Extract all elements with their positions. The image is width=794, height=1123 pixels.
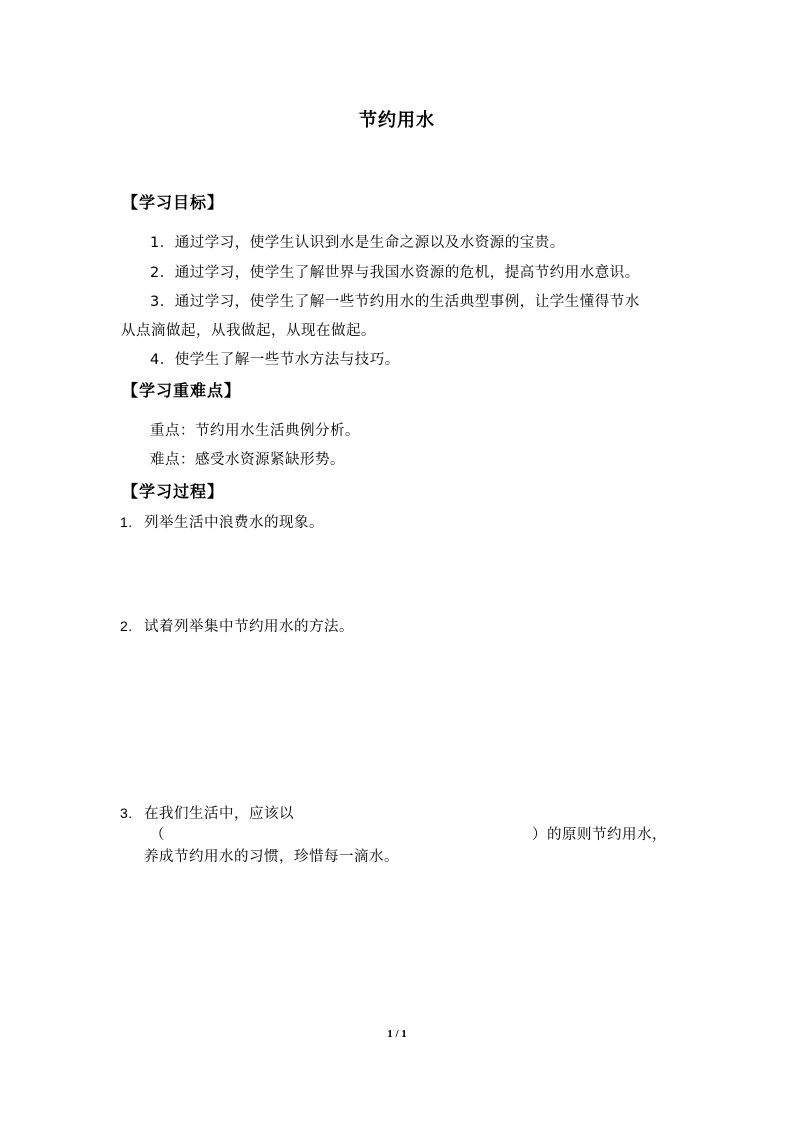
process-heading: 【学习过程】 bbox=[122, 482, 225, 501]
objective-item-2: 2．通过学习，使学生了解世界与我国水资源的危机，提高节约用水意识。 bbox=[150, 265, 640, 281]
question-3-close-paren-text: ）的原则节约用水， bbox=[532, 827, 667, 843]
question-3-open-paren: （ bbox=[150, 827, 165, 843]
question-2-number: 2. bbox=[120, 618, 133, 634]
objective-item-1: 1．通过学习，使学生认识到水是生命之源以及水资源的宝贵。 bbox=[150, 235, 565, 251]
question-3-number: 3. bbox=[120, 805, 133, 821]
objective-item-3: 3．通过学习，使学生了解一些节约用水的生活典型事例，让学生懂得节水 bbox=[150, 294, 640, 310]
question-1 bbox=[120, 511, 324, 532]
document-title: 节约用水 bbox=[359, 110, 435, 131]
objective-item-3-continued: 从点滴做起，从我做起，从现在做起。 bbox=[121, 323, 376, 339]
page-number: 1 / 1 bbox=[387, 1028, 407, 1040]
question-2 bbox=[120, 615, 354, 636]
question-2-text: 试着列举集中节约用水的方法。 bbox=[144, 619, 354, 635]
question-3 bbox=[120, 802, 294, 823]
objectives-heading: 【学习目标】 bbox=[122, 193, 225, 212]
question-3-line-2: 养成节约用水的习惯，珍惜每一滴水。 bbox=[144, 849, 399, 865]
objective-item-4: 4．使学生了解一些节水方法与技巧。 bbox=[150, 352, 400, 368]
key-points-heading: 【学习重难点】 bbox=[122, 381, 242, 400]
question-1-number: 1. bbox=[120, 514, 133, 530]
key-point-focus: 重点：节约用水生活典例分析。 bbox=[150, 423, 360, 439]
key-point-difficulty: 难点：感受水资源紧缺形势。 bbox=[150, 452, 345, 468]
question-1-text: 列举生活中浪费水的现象。 bbox=[144, 515, 324, 531]
question-3-text: 在我们生活中，应该以 bbox=[144, 806, 294, 822]
